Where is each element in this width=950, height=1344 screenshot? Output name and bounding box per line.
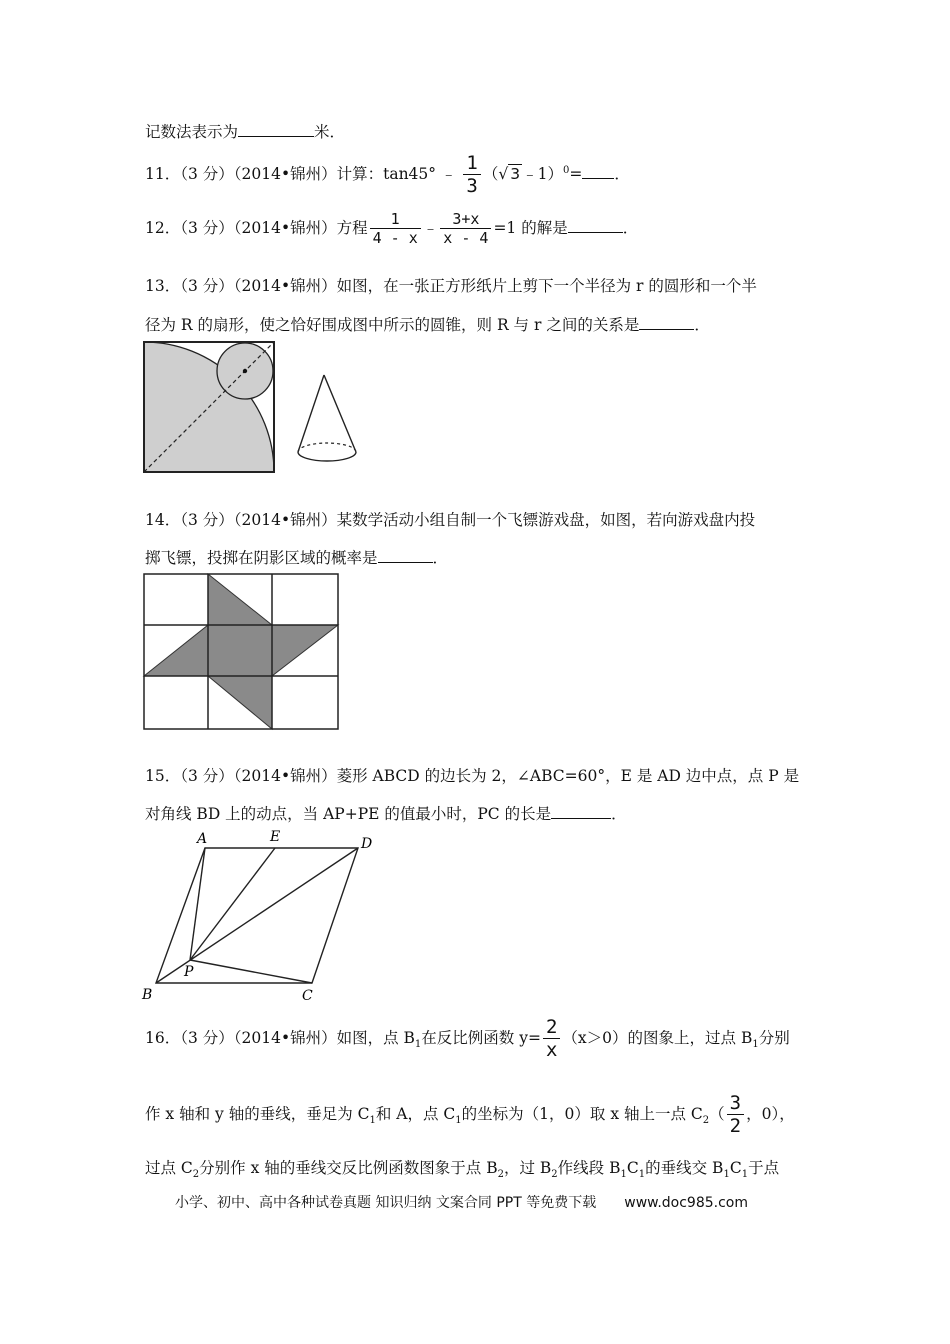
question-15-line1: 15．（3 分）（2014•锦州）菱形 ABCD 的边长为 2，∠ABC=60°，E 是 AD 边中点，点 P 是 bbox=[145, 767, 800, 785]
fraction: $\frac{1}{3}$ bbox=[463, 154, 480, 196]
question-16-line1: 16．（3 分）（2014•锦州）如图，点 $B_1$在反比例函数 y= $\frac{2}{x}$ （x＞0）的图象上，过点 $B_1$分别 bbox=[145, 1016, 790, 1061]
answer-blank bbox=[378, 548, 433, 563]
label-c: C bbox=[302, 988, 313, 1004]
circle-center-dot bbox=[243, 369, 247, 373]
fraction: $\frac{3+x}{x - 4}$ bbox=[440, 212, 491, 246]
answer-blank bbox=[639, 315, 694, 330]
label-e: E bbox=[270, 829, 281, 845]
fraction: $\frac{3}{2}$ bbox=[727, 1094, 744, 1136]
shaded-region bbox=[144, 574, 338, 729]
footer-url[interactable]: www.doc985.com bbox=[624, 1195, 748, 1211]
answer-blank bbox=[568, 218, 623, 233]
question-14-line1: 14．（3 分）（2014•锦州）某数学活动小组自制一个飞镖游戏盘，如图，若向游戏盘内投 bbox=[145, 511, 756, 529]
figure-dart-board bbox=[142, 572, 342, 737]
question-11: 11．（3 分）（2014•锦州）计算：tan45° ﹣ $\frac{1}{3}$ （√ 3 ﹣1）$^0$= ． bbox=[145, 152, 630, 197]
diagonal-bd bbox=[156, 848, 358, 983]
q10-tail: 记数法表示为 米． bbox=[145, 123, 346, 141]
question-16-line2: 作 x 轴和 y 轴的垂线，垂足为 $C_1$和 A，点 $C_1$的坐标为（1，0）取 x 轴上一点 $C_2$（ $\frac{3}{2}$ ，0）， bbox=[145, 1092, 795, 1137]
label-a: A bbox=[197, 831, 208, 847]
question-12: 12．（3 分）（2014•锦州）方程 $\frac{1}{4 - x}$ ﹣ $\frac{3+x}{x - 4}$ =1 的解是 ． bbox=[145, 210, 639, 247]
label-b: B bbox=[142, 987, 153, 1003]
label-p: P bbox=[184, 964, 194, 980]
question-13-line2: 径为 R 的扇形，使之恰好围成图中所示的圆锥，则 R 与 r 之间的关系是 ． bbox=[145, 316, 710, 334]
question-13-line1: 13．（3 分）（2014•锦州）如图，在一张正方形纸片上剪下一个半径为 r 的圆形和一个半 bbox=[145, 277, 757, 295]
page-footer bbox=[175, 1192, 748, 1212]
figure-square-sector-circle bbox=[142, 340, 282, 480]
fraction: $\frac{1}{4 - x}$ bbox=[370, 212, 421, 246]
question-16-line3: 过点 $C_2$分别作 x 轴的垂线交反比例函数图象于点 $B_2$，过 $B_2$作线段 $B_1C_1$的垂线交 $B_1C_1$于点 bbox=[145, 1159, 780, 1181]
question-14-line2: 掷飞镖，投掷在阴影区域的概率是 ． bbox=[145, 549, 449, 567]
question-15-line2: 对角线 BD 上的动点，当 AP+PE 的值最小时，PC 的长是 ． bbox=[145, 805, 627, 823]
answer-blank bbox=[551, 804, 611, 819]
answer-blank bbox=[582, 164, 614, 179]
segment-pc bbox=[190, 960, 312, 983]
figure-rhombus bbox=[140, 828, 400, 1008]
answer-blank bbox=[238, 122, 314, 137]
label-d: D bbox=[361, 836, 373, 852]
sqrt-expression: √ 3 bbox=[498, 165, 521, 183]
footer-text: 小学、初中、高中各种试卷真题 知识归纳 文案合同 PPT 等免费下载 bbox=[175, 1195, 597, 1211]
figure-cone bbox=[295, 372, 375, 472]
fraction: $\frac{2}{x}$ bbox=[543, 1018, 560, 1060]
